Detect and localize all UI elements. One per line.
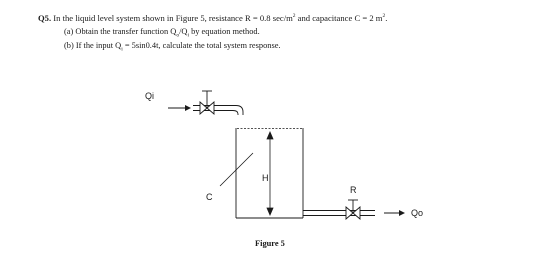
capacitance-pointer xyxy=(220,153,253,186)
capacitance-label: C xyxy=(206,192,213,202)
question-number: Q5. xyxy=(38,13,52,23)
part-b-label: (b) xyxy=(64,41,74,50)
inflow-label: Qi xyxy=(145,91,154,101)
outflow-valve-icon xyxy=(346,200,360,219)
part-a-label: (a) xyxy=(64,27,74,36)
outflow-pipe xyxy=(303,211,375,216)
part-b-text: If the input $Q_i = 5\sin 0.4t$, calculate the total system response. xyxy=(75,41,281,53)
question-text: In the liquid level system shown in Figure 5, resistance R = 0.8 $\sec/m^2$ and capacitance C = 2 $m^2$. xyxy=(53,13,388,23)
tank xyxy=(236,128,303,218)
height-label: H xyxy=(262,173,269,183)
part-a-text: Obtain the transfer function $Q_o/Q_i$ by equation method. xyxy=(75,27,260,39)
outflow-label: Qo xyxy=(411,208,424,218)
figure-caption: Figure 5 xyxy=(255,239,285,248)
resistance-label: R xyxy=(350,185,357,195)
